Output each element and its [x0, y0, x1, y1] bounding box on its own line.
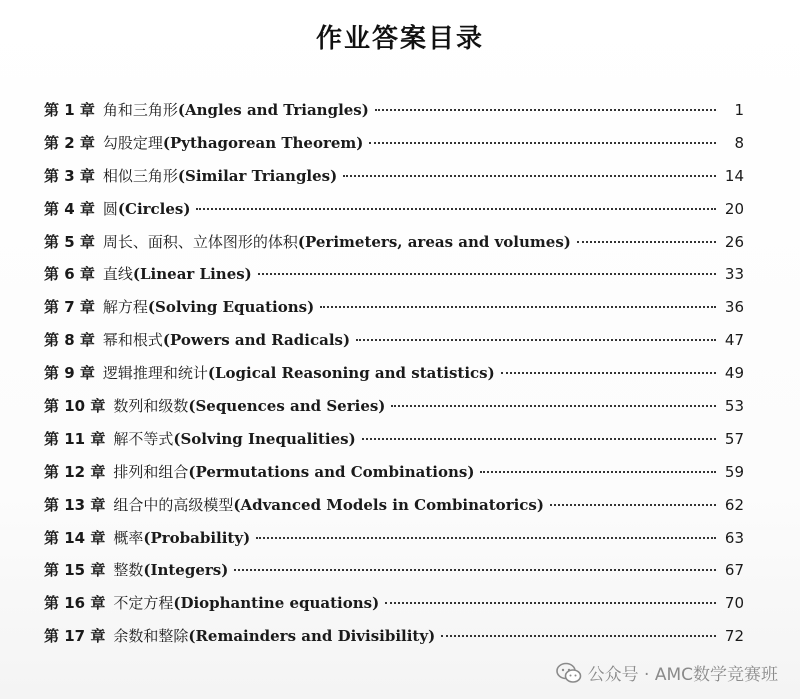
- dot-leader: [441, 635, 716, 637]
- page-number: 62: [724, 495, 744, 514]
- chapter-title: [113, 494, 544, 515]
- page-number: 33: [724, 265, 744, 284]
- toc-entry: [44, 527, 744, 560]
- chapter-title-en: (Similar Triangles): [177, 166, 338, 185]
- chapter-title-zh: 组合中的高级模型: [113, 495, 234, 514]
- page-number: 14: [724, 166, 744, 185]
- dot-leader: [362, 438, 716, 440]
- chapter-title: [103, 198, 191, 219]
- page-number: 72: [724, 627, 744, 646]
- chapter-number: 第 17 章: [44, 627, 106, 646]
- chapter-title-zh: 余数和整除: [113, 627, 189, 646]
- chapter-number: 第 9 章: [44, 364, 95, 383]
- page-number: 47: [724, 331, 744, 350]
- toc-entry: [44, 231, 744, 264]
- chapter-title-en: (Powers and Radicals): [162, 331, 351, 350]
- page-number: 49: [724, 364, 744, 383]
- chapter-title-en: (Probability): [143, 528, 251, 547]
- dot-leader: [256, 537, 716, 539]
- toc-entry: [44, 198, 744, 231]
- dot-leader: [234, 569, 716, 571]
- chapter-title-zh: 幂和根式: [102, 331, 163, 350]
- chapter-title: [103, 165, 337, 186]
- page-number: 1: [734, 101, 744, 119]
- chapter-title-zh: 角和三角形: [102, 101, 178, 119]
- chapter-title-en: (Logical Reasoning and statistics): [207, 364, 495, 383]
- chapter-title-zh: 整数: [113, 561, 144, 580]
- toc-entry: [44, 296, 744, 329]
- chapter-title-en: (Advanced Models in Combinatorics): [233, 495, 544, 514]
- dot-leader: [369, 142, 716, 144]
- page-number: 8: [734, 133, 744, 152]
- dot-leader: [577, 241, 716, 243]
- chapter-title-en: (Sequences and Series): [188, 397, 386, 416]
- chapter-number: 第 5 章: [44, 232, 95, 251]
- page-title: 作业答案目录: [315, 24, 484, 54]
- watermark: [556, 660, 778, 685]
- chapter-title-en: (Diophantine equations): [173, 594, 380, 613]
- dot-leader: [480, 471, 716, 473]
- chapter-title: [113, 592, 379, 613]
- dot-leader: [375, 109, 716, 111]
- chapter-title: [103, 329, 350, 350]
- chapter-title: [113, 625, 435, 646]
- toc-entry: [44, 395, 744, 428]
- chapter-title-en: (Perimeters, areas and volumes): [297, 232, 571, 251]
- chapter-title-zh: 解不等式: [113, 429, 174, 448]
- chapter-title-en: (Linear Lines): [132, 265, 252, 284]
- page-number: 53: [724, 397, 744, 416]
- chapter-title-zh: 解方程: [102, 298, 148, 317]
- chapter-number: 第 14 章: [44, 528, 106, 547]
- toc-entry: [44, 592, 744, 625]
- chapter-number: 第 4 章: [44, 199, 95, 218]
- toc-entry: [44, 329, 744, 362]
- wechat-icon: [556, 662, 582, 684]
- chapter-title: [103, 231, 571, 252]
- chapter-number: 第 8 章: [44, 331, 95, 350]
- chapter-number: 第 3 章: [44, 166, 95, 185]
- toc-entry: [44, 625, 744, 658]
- chapter-title-zh: 勾股定理: [102, 133, 163, 152]
- toc-entry: [44, 362, 744, 395]
- chapter-title-zh: 不定方程: [113, 594, 174, 613]
- toc-entry: [44, 165, 744, 198]
- chapter-title-zh: 逻辑推理和统计: [102, 364, 208, 383]
- chapter-title: [103, 132, 363, 153]
- chapter-title-zh: 周长、面积、立体图形的体积: [102, 232, 298, 251]
- dot-leader: [501, 372, 716, 374]
- chapter-number: 第 13 章: [44, 495, 106, 514]
- toc-entry: [44, 132, 744, 165]
- toc-entry: [44, 263, 744, 296]
- chapter-title-en: (Permutations and Combinations): [188, 462, 475, 481]
- dot-leader: [320, 306, 716, 308]
- chapter-title-en: (Integers): [143, 561, 229, 580]
- chapter-title-zh: 排列和组合: [113, 462, 189, 481]
- chapter-title: [103, 362, 495, 383]
- chapter-number: 第 12 章: [44, 462, 106, 481]
- chapter-title: [113, 395, 385, 416]
- chapter-number: 第 1 章: [44, 101, 95, 119]
- page-number: 26: [724, 232, 744, 251]
- chapter-title: [113, 559, 228, 580]
- dot-leader: [196, 208, 716, 210]
- chapter-title-en: (Solving Inequalities): [173, 429, 356, 448]
- chapter-title-en: (Remainders and Divisibility): [188, 627, 436, 646]
- toc-entry: [44, 428, 744, 461]
- page-number: 36: [724, 298, 744, 317]
- chapter-title-en: (Circles): [117, 199, 191, 218]
- page-number: 67: [724, 561, 744, 580]
- chapter-title-en: (Pythagorean Theorem): [162, 133, 364, 152]
- chapter-title: [113, 527, 250, 548]
- chapter-title-zh: 直线: [102, 265, 133, 284]
- chapter-title: [103, 263, 252, 284]
- table-of-contents: [44, 99, 744, 658]
- toc-entry: [44, 99, 744, 132]
- chapter-number: 第 15 章: [44, 561, 106, 580]
- chapter-title: [103, 99, 369, 120]
- page-number: 57: [724, 429, 744, 448]
- dot-leader: [343, 175, 716, 177]
- dot-leader: [550, 504, 716, 506]
- chapter-title-en: (Solving Equations): [147, 298, 315, 317]
- chapter-number: 第 11 章: [44, 429, 106, 448]
- dot-leader: [385, 602, 716, 604]
- chapter-title: [113, 428, 355, 449]
- chapter-title-zh: 概率: [113, 528, 144, 547]
- chapter-number: 第 6 章: [44, 265, 95, 284]
- dot-leader: [391, 405, 716, 407]
- dot-leader: [356, 339, 716, 341]
- chapter-title: [113, 461, 474, 482]
- chapter-title-zh: 数列和级数: [113, 397, 189, 416]
- page-number: 20: [724, 199, 744, 218]
- chapter-number: 第 10 章: [44, 397, 106, 416]
- chapter-number: 第 7 章: [44, 298, 95, 317]
- page-number: 59: [724, 462, 744, 481]
- chapter-title: [103, 296, 314, 317]
- chapter-number: 第 2 章: [44, 133, 95, 152]
- toc-entry: [44, 494, 744, 527]
- page-number: 70: [724, 594, 744, 613]
- toc-entry: [44, 559, 744, 592]
- page-number: 63: [724, 528, 744, 547]
- chapter-title-en: (Angles and Triangles): [177, 101, 369, 119]
- toc-entry: [44, 461, 744, 494]
- dot-leader: [258, 273, 716, 275]
- chapter-number: 第 16 章: [44, 594, 106, 613]
- chapter-title-zh: 相似三角形: [102, 166, 178, 185]
- chapter-title-zh: 圆: [102, 199, 118, 218]
- watermark-text: 公众号 · AMC数学竞赛班: [587, 665, 778, 685]
